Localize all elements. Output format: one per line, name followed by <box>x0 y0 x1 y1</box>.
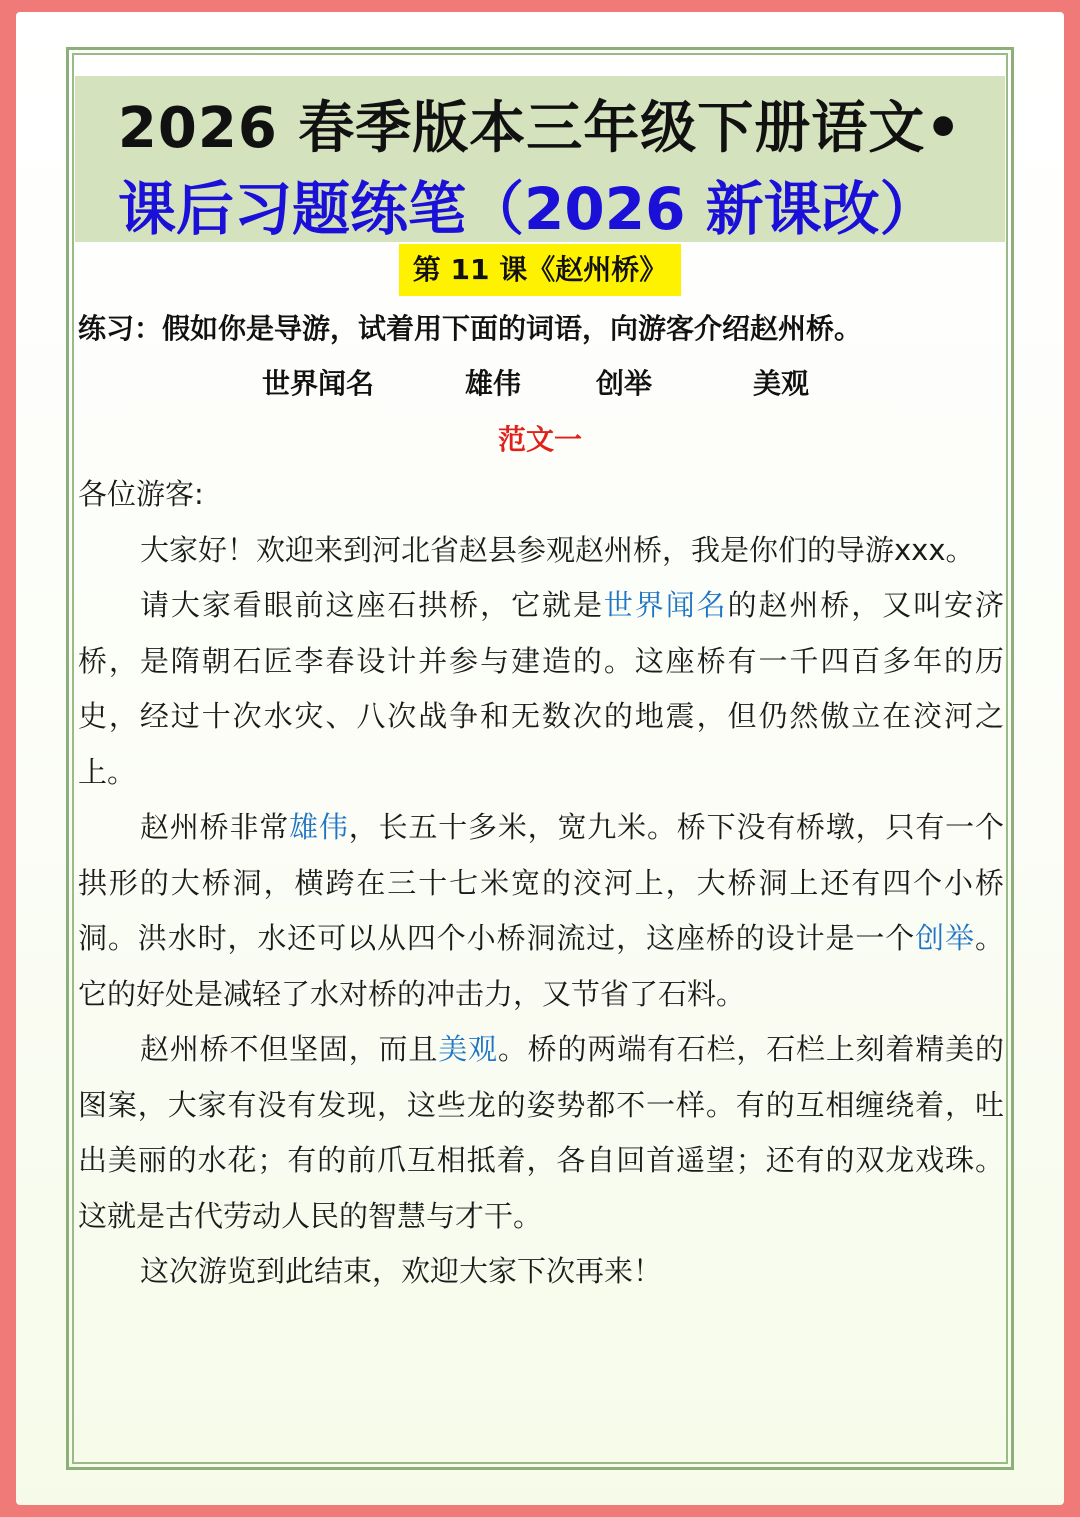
essay-text: 。桥的两端有石栏，石栏上刻着精美的图案，大家有没有发现，这些龙的姿势都不一样。有的互相缠绕着，吐出美丽的水花；有的前爪互相抵着，各自回首遥望；还有的双龙戏珠。这就是古代劳动人民的智慧与才干。 <box>78 1032 1004 1233</box>
highlight-word: 世界闻名 <box>603 588 728 622</box>
essay-paragraph-2 <box>78 578 1004 800</box>
essay-text: 请大家看眼前这座石拱桥，它就是 <box>140 588 604 622</box>
essay-text: ，长五十多米，宽九米。桥下没有桥墩，只有一个拱形的大桥洞，横跨在三十七米宽的洨河上，大桥洞上还有四个小桥洞。洪水时，水还可以从四个小桥洞流过，这座桥的设计是一个 <box>78 810 1004 955</box>
vocab-word-2: 雄伟 <box>465 367 522 400</box>
essay-paragraph-5: 这次游览到此结束，欢迎大家下次再来！ <box>140 1254 663 1288</box>
vocab-word-1: 世界闻名 <box>262 367 375 400</box>
sample-heading: 范文一 <box>497 423 582 456</box>
highlight-word: 美观 <box>438 1032 498 1066</box>
highlight-word: 创举 <box>915 921 975 955</box>
essay-paragraph-4 <box>78 1022 1004 1244</box>
lesson-label: 第 11 课《赵州桥》 <box>399 244 681 296</box>
essay-paragraph-3 <box>78 800 1004 1022</box>
vocab-word-3: 创举 <box>596 367 653 400</box>
highlight-word: 雄伟 <box>289 810 349 844</box>
vocab-word-4: 美观 <box>753 367 810 400</box>
title-line-1: 2026 春季版本三年级下册语文• <box>117 96 963 161</box>
essay-text: 赵州桥不但坚固，而且 <box>140 1032 439 1066</box>
exercise-prompt: 练习：假如你是导游，试着用下面的词语，向游客介绍赵州桥。 <box>78 312 863 345</box>
title-line-2: 课后习题练笔（2026 新课改） <box>118 175 938 243</box>
essay-paragraph-1: 大家好！欢迎来到河北省赵县参观赵州桥，我是你们的导游xxx。 <box>140 532 975 567</box>
essay-text: 赵州桥非常 <box>140 810 290 844</box>
sample-essay <box>78 467 1004 1300</box>
essay-text: 。它的好处是减轻了水对桥的冲击力，又节省了石料。 <box>78 921 1004 1011</box>
essay-greeting: 各位游客: <box>78 477 204 511</box>
essay-text: 的赵州桥，又叫安济桥，是隋朝石匠李春设计并参与建造的。这座桥有一千四百多年的历史，经过十次水灾、八次战争和无数次的地震，但仍然傲立在洨河之上。 <box>78 588 1004 789</box>
